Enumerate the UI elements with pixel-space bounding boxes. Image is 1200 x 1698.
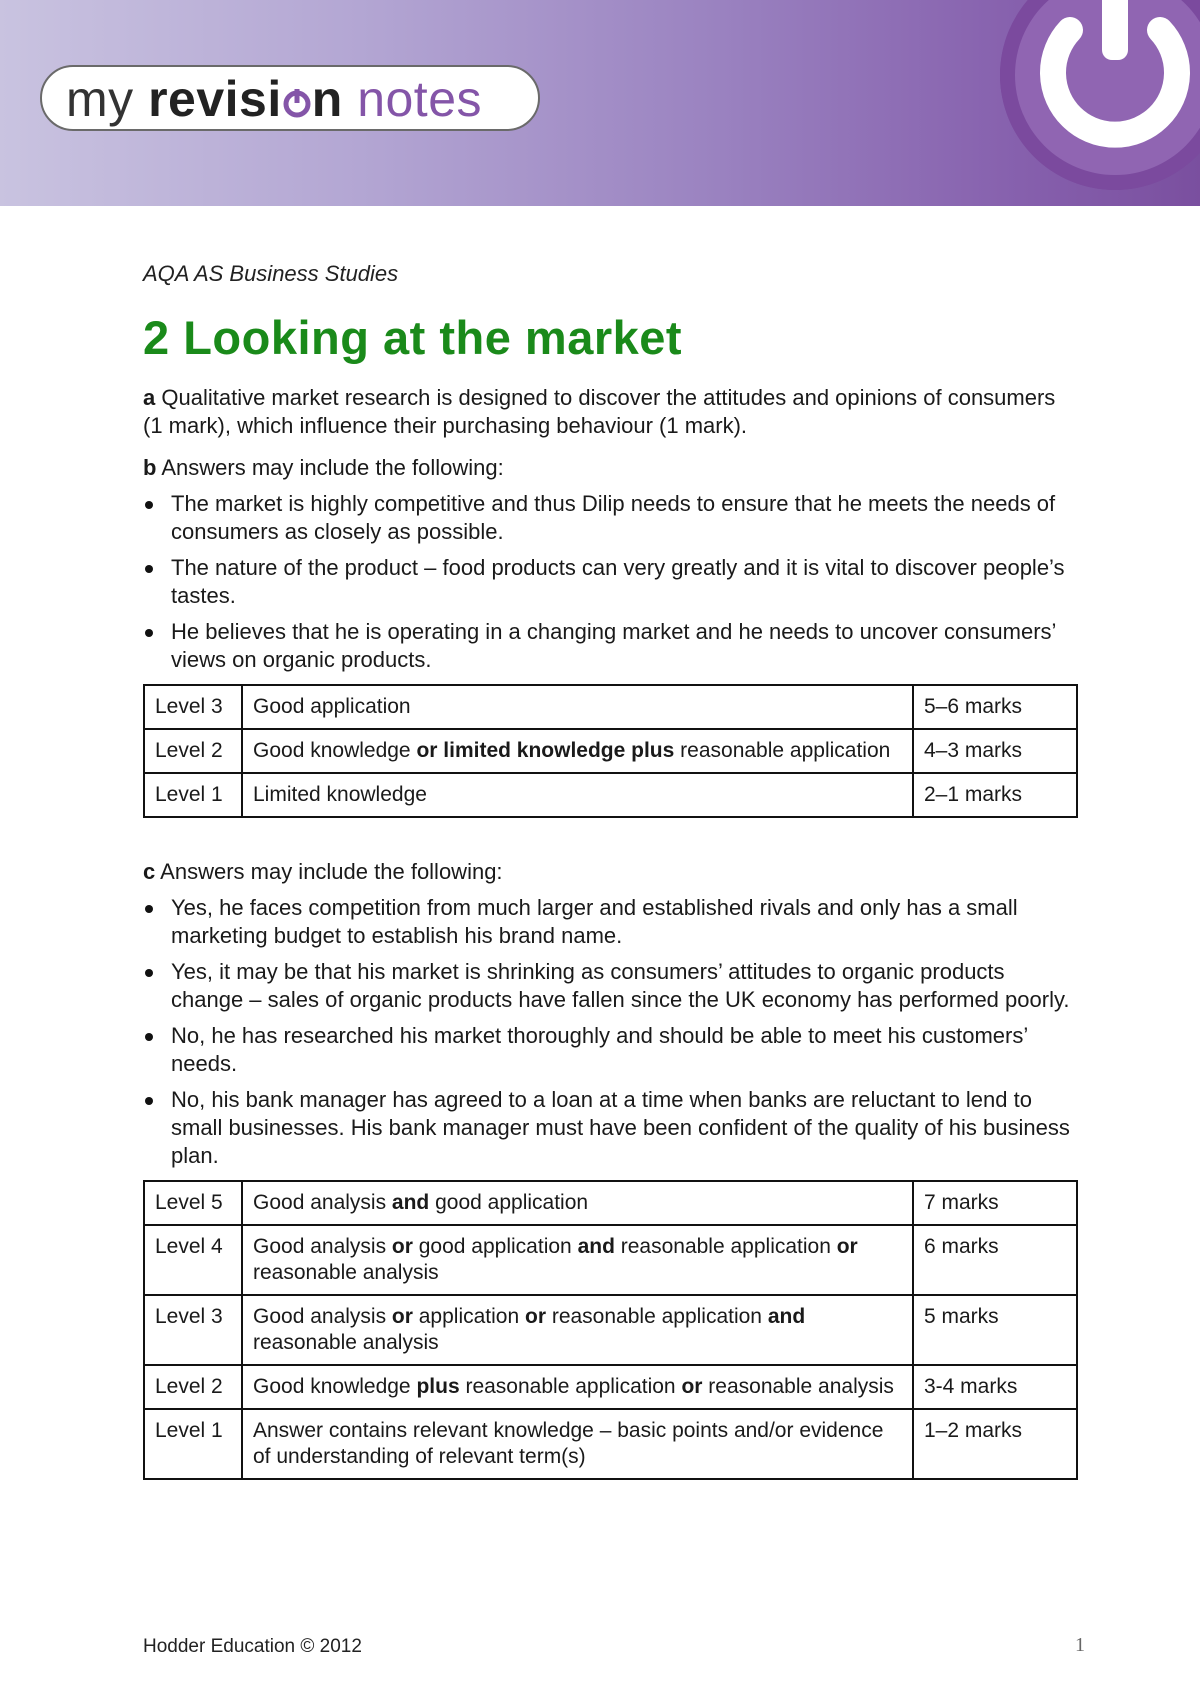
desc-text: reasonable analysis (702, 1375, 894, 1398)
list-item-text: The market is highly competitive and thus Dilip needs to ensure that he meets the needs of consumers as closely as possible. (171, 491, 1056, 544)
table-row (144, 1295, 1077, 1365)
description-cell (242, 1409, 913, 1479)
table-row (144, 685, 1077, 729)
course-name: AQA AS Business Studies (143, 261, 399, 286)
description-cell (242, 773, 913, 817)
bullet-icon (145, 1033, 153, 1041)
desc-text: Good knowledge (253, 1375, 417, 1398)
desc-text: reasonable application (674, 739, 891, 762)
desc-text: reasonable analysis (253, 1261, 439, 1284)
desc-text: Good knowledge (253, 739, 417, 762)
logo-my: my (66, 71, 134, 127)
desc-text: good application (429, 1191, 589, 1214)
table-row (144, 1365, 1077, 1409)
level-cell: Level 4 (144, 1225, 242, 1295)
desc-emphasis: or (391, 1235, 413, 1258)
desc-text: Limited knowledge (253, 783, 427, 806)
answer-c-label: c (143, 859, 156, 884)
bullet-icon (145, 969, 153, 977)
answer-a-label: a (143, 385, 156, 410)
logo (40, 65, 540, 131)
level-cell: Level 3 (144, 1295, 242, 1365)
level-cell: Level 1 (144, 1409, 242, 1479)
list-item-text: Yes, it may be that his market is shrinking as consumers’ attitudes to organic products change – sales of organic products have fallen since the UK economy has performed poorly. (171, 959, 1070, 1012)
page-title: 2 Looking at the market (143, 311, 683, 364)
answer-a-text: Qualitative market research is designed to discover the attitudes and opinions of consumers (1 mark), which influence their purchasing behaviour (1 mark). (143, 385, 1056, 438)
desc-emphasis: or limited knowledge plus (416, 739, 675, 762)
desc-text: reasonable application (459, 1375, 682, 1398)
desc-emphasis: or (391, 1305, 413, 1328)
marks-cell: 1–2 marks (913, 1409, 1077, 1479)
answer-c-intro-text: Answers may include the following: (160, 859, 503, 884)
answer-a (143, 384, 1078, 440)
list-item-text: No, he has researched his market thoroughly and should be able to meet his customers’ needs. (171, 1023, 1028, 1076)
table-row (144, 1409, 1077, 1479)
desc-text: Good application (253, 695, 411, 718)
marks-cell: 2–1 marks (913, 773, 1077, 817)
level-cell: Level 2 (144, 729, 242, 773)
logo-n: n (311, 71, 343, 127)
logo-revision (148, 71, 343, 127)
header-banner (0, 0, 1200, 206)
logo-text (66, 69, 482, 129)
desc-text: Answer contains relevant knowledge – basic points and/or evidence of understanding of relevant term(s) (253, 1419, 884, 1468)
level-cell: Level 1 (144, 773, 242, 817)
list-item (143, 894, 1078, 950)
description-cell (242, 1365, 913, 1409)
mark-scheme-b (143, 684, 1078, 818)
desc-text: application (412, 1305, 525, 1328)
bullet-icon (145, 905, 153, 913)
description-cell (242, 1225, 913, 1295)
table-row (144, 1181, 1077, 1225)
answer-b-bullets (143, 490, 1078, 674)
table-row (144, 729, 1077, 773)
power-icon (1000, 0, 1200, 190)
marks-cell: 6 marks (913, 1225, 1077, 1295)
desc-emphasis: or (836, 1235, 858, 1258)
list-item-text: Yes, he faces competition from much larger and established rivals and only has a small marketing budget to establish his brand name. (171, 895, 1018, 948)
desc-emphasis: plus (416, 1375, 460, 1398)
logo-revisi: revisi (148, 71, 282, 127)
list-item-text: No, his bank manager has agreed to a loan at a time when banks are reluctant to lend to small businesses. His bank manager must have been confident of the quality of his business plan. (171, 1087, 1070, 1168)
answer-c-intro (143, 858, 1078, 886)
marks-cell: 3-4 marks (913, 1365, 1077, 1409)
desc-text: reasonable application (614, 1235, 837, 1258)
mark-scheme-c (143, 1180, 1078, 1480)
list-item-text: He believes that he is operating in a changing market and he needs to uncover consumers’ views on organic products. (171, 619, 1056, 672)
desc-text: reasonable analysis (253, 1331, 439, 1354)
logo-power-o-icon (282, 71, 312, 101)
desc-emphasis: and (577, 1235, 615, 1258)
marks-cell: 5–6 marks (913, 685, 1077, 729)
logo-notes: notes (357, 71, 483, 127)
level-cell: Level 5 (144, 1181, 242, 1225)
list-item (143, 490, 1078, 546)
desc-text: good application (412, 1235, 578, 1258)
marks-cell: 5 marks (913, 1295, 1077, 1365)
description-cell (242, 1295, 913, 1365)
answer-c-bullets (143, 894, 1078, 1170)
bullet-icon (145, 501, 153, 509)
description-cell (242, 729, 913, 773)
list-item (143, 554, 1078, 610)
answer-b-intro-text: Answers may include the following: (161, 455, 504, 480)
marks-cell: 4–3 marks (913, 729, 1077, 773)
level-cell: Level 3 (144, 685, 242, 729)
list-item (143, 1022, 1078, 1078)
list-item (143, 1086, 1078, 1170)
list-item-text: The nature of the product – food products can very greatly and it is vital to discover people’s tastes. (171, 555, 1065, 608)
desc-text: Good analysis (253, 1305, 392, 1328)
page-number: 1 (1075, 1634, 1085, 1656)
list-item (143, 958, 1078, 1014)
desc-text: Good analysis (253, 1235, 392, 1258)
bullet-icon (145, 629, 153, 637)
level-cell: Level 2 (144, 1365, 242, 1409)
desc-emphasis: or (681, 1375, 703, 1398)
answer-b-label: b (143, 455, 157, 480)
desc-emphasis: and (391, 1191, 430, 1214)
table-row (144, 1225, 1077, 1295)
footer-copyright: Hodder Education © 2012 (143, 1636, 362, 1657)
desc-emphasis: or (525, 1305, 546, 1328)
desc-text: reasonable application (546, 1305, 768, 1328)
desc-emphasis: and (767, 1305, 806, 1328)
desc-text: Good analysis (253, 1191, 392, 1214)
answer-b-intro (143, 454, 1078, 482)
description-cell (242, 685, 913, 729)
description-cell (242, 1181, 913, 1225)
marks-cell: 7 marks (913, 1181, 1077, 1225)
page-content (143, 260, 1078, 1480)
list-item (143, 618, 1078, 674)
table-row (144, 773, 1077, 817)
bullet-icon (145, 565, 153, 573)
bullet-icon (145, 1097, 153, 1105)
